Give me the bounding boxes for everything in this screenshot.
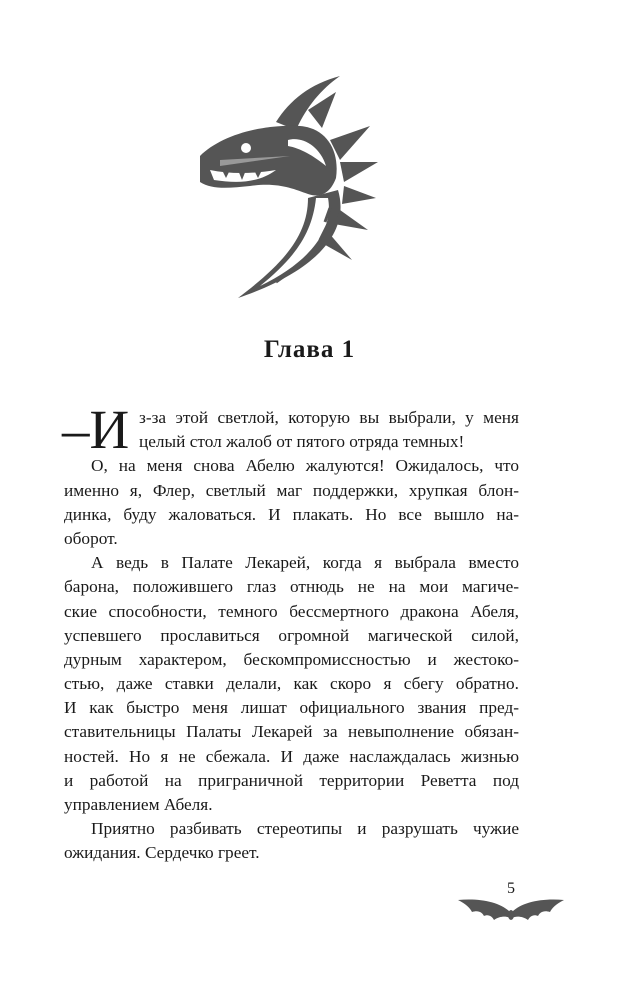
drop-cap: –И <box>62 399 130 460</box>
text-line: з-за этой светлой, которую вы выбрали, у меня <box>139 408 519 427</box>
opening-paragraph <box>62 399 519 460</box>
text-line: Приятно разбивать стереотипы и разрушать чужие <box>91 819 519 839</box>
text-line: А ведь в Палате Лекарей, когда я выбрала вместо <box>91 553 519 573</box>
text-line: успевшего прославиться огромной магической силой, <box>64 625 519 645</box>
text-line: и работой на приграничной территории Реветта под <box>64 770 519 790</box>
text-line: ставительницы Палаты Лекарей за невыполнение обязан- <box>64 722 519 742</box>
dragon-head-icon <box>180 70 380 305</box>
text-line: ские способности, темного бессмертного дракона Абеля, <box>64 601 519 621</box>
text-line: ожидания. Сердечко греет. <box>64 843 260 863</box>
chapter-title: Глава 1 <box>263 336 356 363</box>
text-line: именно я, Флер, светлый маг поддержки, хрупкая блон- <box>64 480 519 500</box>
page-footer <box>456 880 566 930</box>
page-number: 5 <box>507 880 515 897</box>
text-line: ностей. Но я не сбежала. И даже наслаждалась жизнью <box>64 746 519 766</box>
text-line: динка, буду жаловаться. И плакать. Но все вышло на- <box>64 504 519 524</box>
chapter-body <box>62 399 519 866</box>
text-line: И как быстро меня лишат официального звания пред- <box>64 698 519 718</box>
text-line: управлением Абеля. <box>64 795 213 814</box>
text-line: оборот. <box>64 528 118 548</box>
text-line: дурным характером, бескомпромиссностью и жестоко- <box>64 649 519 669</box>
bat-wings-icon <box>456 894 566 926</box>
text-line: стью, даже ставки делали, как скоро я сбегу обратно. <box>64 674 519 694</box>
text-line: барона, положившего глаз отнюдь не на мои магиче- <box>64 577 519 597</box>
text-line: О, на меня снова Абелю жалуются! Ожидалось, что <box>91 456 519 476</box>
text-line: целый стол жалоб от пятого отряда темных! <box>139 432 465 452</box>
